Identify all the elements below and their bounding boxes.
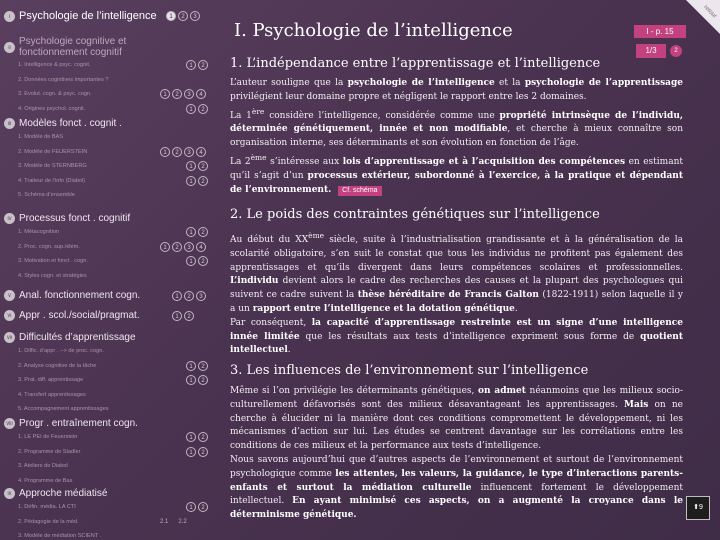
page-pill-button[interactable]: 2 [178,11,188,21]
sidebar-subitem[interactable]: 2. Pédagogie de la méd. [18,518,79,525]
page-reference-badge[interactable]: I - p. 15 [634,25,686,38]
section-number-icon: IV [4,213,15,224]
sidebar-section-9[interactable] [4,488,218,499]
section-number-icon: VIII [4,418,15,429]
page-pill-button[interactable]: 2 [198,502,208,512]
sidebar-subitem[interactable]: 1. Diffic. d’appr . --> de proc. cogn. [18,348,104,354]
sidebar-section-title[interactable]: Anal. fonctionnement cogn. [19,290,141,301]
section-heading-2: 2. Le poids des contraintes génétiques sur l’intelligence [230,207,600,222]
page-pill-button[interactable]: 1 [186,104,196,114]
subitem-page-pills [186,256,208,266]
subitem-page-pills [186,375,208,385]
navigation-arrow-icon[interactable]: ⬆9 [686,496,710,520]
page-pill-button[interactable]: 1 [186,502,196,512]
sidebar-subitem[interactable]: 2. Analyse cognitive de la tâche [18,362,97,369]
subitem-page-pills [160,242,206,252]
section-heading-3: 3. Les influences de l’environnement sur l’intelligence [230,363,589,378]
sidebar-section-title[interactable]: Difficultés d’apprentissage [19,332,136,343]
page-pill-button[interactable]: 2 [198,227,208,237]
sidebar-section-7[interactable] [4,332,218,343]
sidebar-subitem[interactable]: 2. Données cognitives importantes ? [18,76,109,83]
sidebar-subitem[interactable]: 1. Métacognition [18,229,60,235]
subitem-page-pills [186,161,208,171]
sidebar-nav [0,0,222,540]
subitem-page-pills [186,227,208,237]
page-pill-button[interactable]: 3 [184,242,194,252]
sidebar-subitem[interactable]: 2. Proc. cogn. sup./élém. [18,243,80,250]
page-pill-button[interactable]: 1 [186,447,196,457]
page-pill-button[interactable]: 4 [196,242,206,252]
section-number-icon: VII [4,332,15,343]
section-number-icon: III [4,118,15,129]
section-number-icon: VI [4,310,15,321]
page-pill-button[interactable]: 2 [198,176,208,186]
subitem-page-pills [186,60,208,70]
section-page-pills [172,311,194,321]
subitem-page-pills [186,447,208,457]
page-pill-button[interactable]: 1 [166,11,176,21]
subitem-page-pills [160,147,206,157]
sidebar-subitem[interactable]: 4. Transfert apprentissages [18,391,86,398]
subitem-page-pills [160,517,195,527]
sidebar-subitem[interactable]: 1. Défin. média. LA CTI [18,504,76,510]
sidebar-subitem[interactable]: 3. Motivation et fonct . cogn. [18,258,88,264]
page-pill-button[interactable]: 1 [186,161,196,171]
schema-button[interactable]: Cf. schéma [338,186,381,196]
page-pill-button[interactable]: 2 [198,361,208,371]
section-number-icon: V [4,290,15,301]
page-pill-button[interactable]: 2 [198,60,208,70]
page-pill-button[interactable]: 4 [196,89,206,99]
sidebar-section-title[interactable]: Processus fonct . cognitif [19,213,131,224]
sidebar-subitem[interactable]: 3. Modèle de STERNBERG [18,163,87,169]
sidebar-subitem[interactable]: 1. LE PEI de Feuerstein [18,434,78,440]
sidebar-subitem[interactable]: 2. Modèle de FEUERSTEIN [18,148,88,155]
sidebar-subitem[interactable]: 4. Traiteur de l’info (Diabol) [18,177,86,184]
sidebar-section-title[interactable]: Appr . scol./social/pragmat. [19,310,140,321]
page-pill-button[interactable]: 1 [186,176,196,186]
sidebar-subitem[interactable]: 1. Modèle de BAS [18,134,64,140]
subitem-page-pills [186,361,208,371]
sidebar-subitem[interactable]: 3. Modèle de médiation SCIENT . [18,533,102,539]
page-pill-button[interactable]: 4 [196,147,206,157]
section-heading-1: 1. L’indépendance entre l’apprentissage et l’intelligence [230,56,601,71]
sidebar-section-title[interactable]: Modèles fonct . cognit . [19,118,122,129]
subitem-page-pills [186,432,208,442]
page-pill-button[interactable]: 1 [186,375,196,385]
page-pill-button[interactable]: 2 [198,447,208,457]
page-pill-button[interactable]: 2 [198,375,208,385]
sidebar-subitem[interactable]: 1. Intelligence & psyc. cognit. [18,62,91,68]
page-pill-button[interactable]: 2.1 [160,518,169,525]
page-pill-button[interactable]: 1 [172,311,182,321]
sidebar-subitem[interactable]: 3. Prat. diff. apprentissage [18,377,84,383]
sidebar-section-title[interactable]: Approche médiatisé [19,488,108,499]
subitem-page-pills [186,502,208,512]
page-pill-button[interactable]: 1 [160,242,170,252]
page-pill-button[interactable]: 1 [160,147,170,157]
page-pill-button[interactable]: 1 [186,227,196,237]
return-label[interactable]: retour [702,4,718,20]
subitem-page-pills [160,89,206,99]
sidebar-subitem[interactable]: 3. Evolut. cogn. & psyc. cogn. [18,91,92,97]
page-pill-button[interactable]: 2 [172,242,182,252]
next-page-button[interactable]: 2 [670,45,682,57]
page-pill-button[interactable]: 1 [186,361,196,371]
sidebar-section-2[interactable] [4,36,218,58]
section-number-icon: II [4,42,15,53]
sidebar-section-title[interactable]: Psychologie de l’intelligence [19,10,157,22]
sidebar-subitem[interactable]: 4. Origines psychol. cognit. [18,105,86,112]
page-pill-button[interactable]: 2 [198,104,208,114]
section-paragraph-2: Au début du XXème siècle, suite à l’industrialisation grandissante et à la généralisation de la scolarité obligatoire, s’en suit le constat que tous les individus ne profitent pas également des apprentissages et qu’ils divergent dans leurs compétences scolaires et professionnelles. L’individu devient alors le cadre des recherches des causes et la plupart des psychologues qui suivent ce cadre suivent la thèse héréditaire de Francis Galton (1822-1911) selon laquelle il y a un rapport entre l’intelligence et la dotation génétique. Par conséquent, la capacité d’apprentissage restreinte est un signe d’une intelligence innée limitée que les résultats aux tests d’intelligence expriment sous forme de quotient intellectuel. [230,231,683,356]
sidebar-section-title[interactable]: Psychologie cognitive et fonctionnement cognitif [19,36,127,58]
section-number-icon: IX [4,488,15,499]
sidebar-subitem[interactable]: 2. Programme de Stadler [18,448,81,455]
page-pill-button[interactable]: 1 [172,291,182,301]
sidebar-subitem[interactable]: 4. Styles cogn. et stratégies [18,272,87,279]
sidebar-section-3[interactable] [4,118,218,129]
sidebar-section-4[interactable] [4,213,218,224]
page-pill-button[interactable]: 2 [172,147,182,157]
sidebar-subitem[interactable]: 5. Accompagnement apprentissages [18,406,109,412]
page-pill-button[interactable]: 1 [186,60,196,70]
page-pill-button[interactable]: 1 [186,256,196,266]
sidebar-section-8[interactable] [4,418,218,429]
section-number-icon: I [4,11,15,22]
page-title: I. Psychologie de l’intelligence [234,20,513,41]
subitem-page-pills [186,176,208,186]
page-pill-button[interactable]: 2 [198,432,208,442]
page-pill-button[interactable]: 3 [184,147,194,157]
section-page-pills [166,11,200,21]
page-pill-button[interactable]: 2.2 [178,518,187,525]
section-page-pills [172,291,206,301]
section-paragraph-3: Même si l’on privilégie les déterminants génétiques, on admet néanmoins que les milieux socio-culturellement défavorisés sont des milieux désavantageant les apprentissages. Mais on ne cherche à élucider ni la manière dont ces conditions compromettent le développement, ni les mécanismes d’action sur lui. Les études se centrent davantage sur les corrélations entre les conditions de ces milieux et la performance aux tests d’intelligence. Nous savons aujourd’hui que d’autres aspects de l’environnement et surtout de l’environnement psychologique comme les attentes, les valeurs, la guidance, le type d’interactions parents-enfants et surtout la médiation culturelle influencent fortement le développement intellectuel. En ayant minimisé ces aspects, on a augmenté la croyance dans le déterminisme génétique. [230,386,683,521]
page-pill-button[interactable]: 3 [196,291,206,301]
section-paragraph-1: L’auteur souligne que la psychologie de l’intelligence et la psychologie de l’apprentissage privilégient leur domaine propre et négligent le rapport entre les 2 domaines. La 1ère considère l’intelligence, considérée comme une propriété intrinsèque de l’individu, déterminée génétiquement, innée et non modifiable, et cherche à mieux connaître son organisation interne, ses déterminants et son évolution en fonction de l’âge. La 2ème s’intéresse aux lois d’apprentissage et à l’acquisition des compétences en estimant qu’il s’agit d’un processus extérieur, subordonné à l’exercice, à la pratique et dépendant de l’environnement. Cf. schéma [230,78,683,195]
page-pill-button[interactable]: 2 [184,291,194,301]
sidebar-subitem[interactable]: 3. Ateliers de Diabol [18,463,68,469]
sidebar-subitem[interactable]: 4. Programme de Bas [18,477,73,484]
page-indicator-badge: 1/3 [636,44,666,58]
subitem-page-pills [186,104,208,114]
page-pill-button[interactable]: 2 [198,256,208,266]
page-pill-button[interactable]: 2 [198,161,208,171]
sidebar-section-title[interactable]: Progr . entraînement cogn. [19,418,138,429]
page-pill-button[interactable]: 2 [184,311,194,321]
page-pill-button[interactable]: 1 [186,432,196,442]
sidebar-subitem[interactable]: 5. Schéma d’ensemble [18,192,75,198]
page-pill-button[interactable]: 1 [160,89,170,99]
page-pill-button[interactable]: 3 [184,89,194,99]
page-pill-button[interactable]: 2 [172,89,182,99]
page-pill-button[interactable]: 3 [190,11,200,21]
